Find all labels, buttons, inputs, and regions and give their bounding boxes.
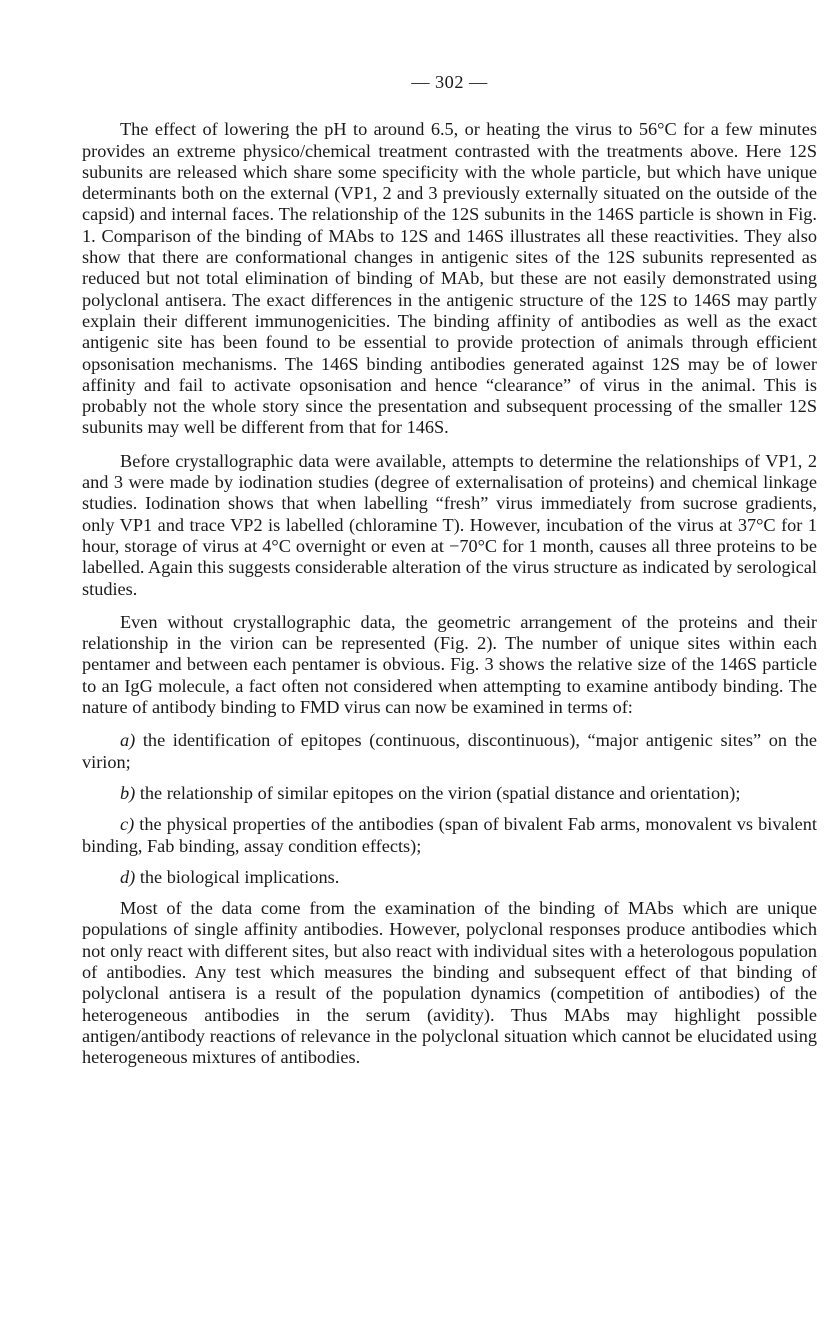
- page-number: — 302 —: [411, 72, 488, 92]
- list-item-text: the biological implications.: [139, 866, 340, 887]
- list-item-label: c): [120, 814, 135, 835]
- list-item-a: [82, 730, 817, 773]
- document-page: [82, 72, 817, 1080]
- paragraph-12s-subunits: The effect of lowering the pH to around 6.5, or heating the virus to 56°C for a few minutes provides an extreme physico/chemical treatment contrasted with the treatments above. Here 12S subunits are released which share some specificity with the whole particle, but which have unique determinants both on the external (VP1, 2 and 3 previously externally situated on the outside of the capsid) and internal faces. The relationship of the 12S subunits in the 146S particle is shown in Fig. 1. Comparison of the binding of MAbs to 12S and 146S illustrates all these reactivities. They also show that there are conformational changes in antigenic sites of the 12S subunits represented as reduced but not total elimination of binding of MAb, but these are not easily demonstrated using polyclonal antisera. The exact differences in the antigenic structure of the 12S to 146S may partly explain their different immunogenicities. The binding affinity of antibodies as well as the exact antigenic site has been found to be essential to provide protection of animals through efficient opsonisation mechanisms. The 146S binding antibodies generated against 12S may be of lower affinity and fail to activate opsonisation and hence “clearance” of virus in the animal. This is probably not the whole story since the presentation and subsequent processing of the smaller 12S subunits may well be different from that for 146S.: [82, 119, 817, 438]
- list-item-label: b): [120, 782, 136, 803]
- list-item-b: [82, 783, 817, 804]
- list-item-label: d): [120, 866, 136, 887]
- paragraph-geometric-arrangement: Even without crystallographic data, the geometric arrangement of the proteins and their relationship in the virion can be represented (Fig. 2). The number of unique sites within each pentamer and between each pentamer is obvious. Fig. 3 shows the relative size of the 146S particle to an IgG molecule, a fact often not considered when attempting to examine antibody binding. The nature of antibody binding to FMD virus can now be examined in terms of:: [82, 611, 817, 718]
- list-item-label: a): [120, 730, 136, 751]
- paragraph-mabs: Most of the data come from the examination of the binding of MAbs which are unique populations of single affinity antibodies. However, polyclonal responses produce antibodies which not only react with different sites, but also react with individual sites with a heterologous population of antibodies. Any test which measures the binding and subsequent effect of that binding of polyclonal antisera is a result of the population dynamics (competition of antibodies) of the heterogeneous antibodies in the serum (avidity). Thus MAbs may highlight possible antigen/antibody reactions of relevance in the polyclonal situation which cannot be elucidated using heterogeneous mixtures of antibodies.: [82, 898, 817, 1068]
- list-item-text: the relationship of similar epitopes on the virion (spatial distance and orientation);: [139, 782, 741, 803]
- list-item-c: [82, 814, 817, 857]
- paragraph-iodination: Before crystallographic data were available, attempts to determine the relationships of VP1, 2 and 3 were made by iodination studies (degree of externalisation of proteins) and chemical linkage studies. Iodination shows that when labelling “fresh” virus immediately from sucrose gradients, only VP1 and trace VP2 is labelled (chloramine T). However, incubation of the virus at 37°C for 1 hour, storage of virus at 4°C overnight or even at −70°C for 1 month, causes all three proteins to be labelled. Again this suggests considerable alteration of the virus structure as indicated by serological studies.: [82, 450, 817, 599]
- list-item-text: the identification of epitopes (continuous, discontinuous), “major antigenic sites” on the virion;: [82, 730, 817, 772]
- list-item-text: the physical properties of the antibodies (span of bivalent Fab arms, monovalent vs bivalent binding, Fab binding, assay condition effects);: [82, 814, 817, 856]
- list-item-d: [82, 867, 817, 888]
